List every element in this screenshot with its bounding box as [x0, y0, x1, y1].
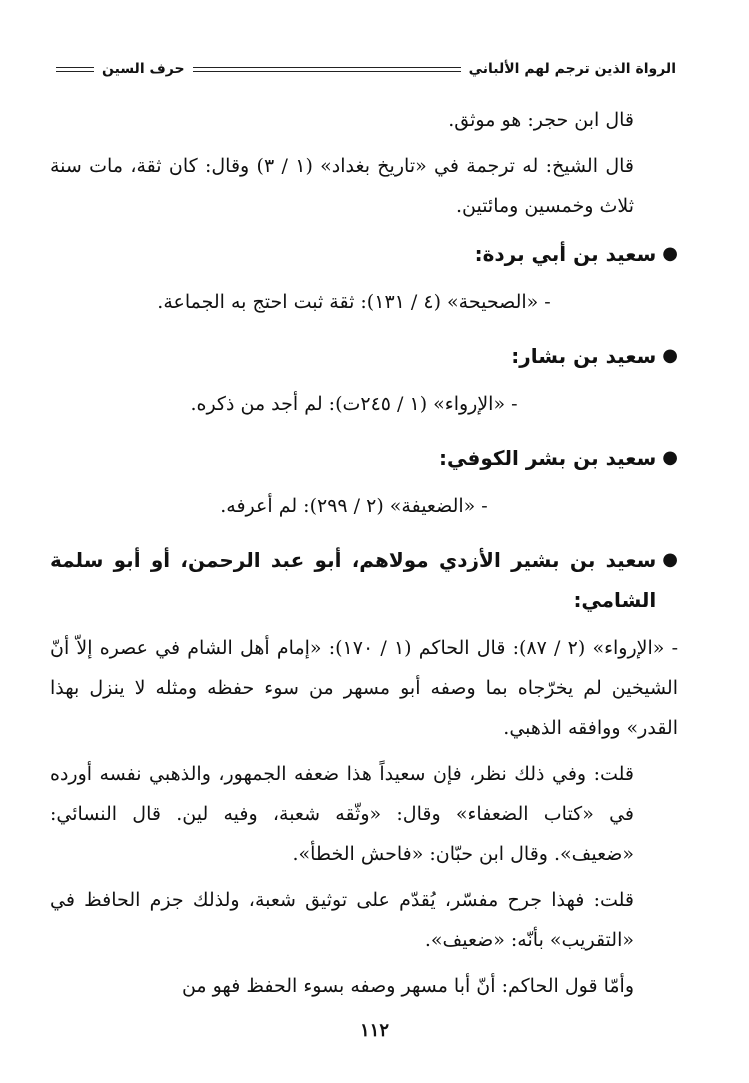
narrator-name: سعيد بن بشر الكوفي: — [439, 446, 657, 470]
entry-heading — [50, 234, 678, 274]
entry-citation: - «الضعيفة» (٢ / ٢٩٩): لم أعرفه. — [220, 495, 488, 517]
bullet-icon: ● — [662, 345, 678, 366]
narrator-name: سعيد بن بشار: — [511, 344, 657, 368]
header-book-title: الرواة الذين ترجم لهم الألباني — [468, 61, 676, 77]
paragraph: وأمّا قول الحاكم: أنّ أبا مسهر وصفه بسوء الحفظ فهو من — [181, 975, 634, 997]
narrator-name: سعيد بن أبي بردة: — [474, 242, 657, 266]
bullet-icon: ● — [662, 549, 678, 570]
header-rule — [193, 67, 461, 72]
entry-citation: - «الإرواء» (٢ / ٨٧): قال الحاكم (١ / ١٧٠): «إمام أهل الشام في عصره إلاّ أنّ الشيخين لم يخرّجاه بما وصفه أبو مسهر من سوء حفظه ومثله لا ينزل بهذا القدر» ووافقه الذهبي. — [50, 637, 678, 739]
entry-citation: - «الصحيحة» (٤ / ١٣١): ثقة ثبت احتج به الجماعة. — [157, 291, 551, 313]
paragraph: قال الشيخ: له ترجمة في «تاريخ بغداد» (١ / ٣) وقال: كان ثقة، مات سنة ثلاث وخمسين ومائتين. — [50, 155, 634, 217]
bullet-icon: ● — [662, 243, 678, 264]
bullet-icon: ● — [662, 447, 678, 468]
header-chapter: حرف السين — [102, 61, 185, 77]
page-body — [50, 100, 678, 1012]
entry-heading — [50, 438, 678, 478]
paragraph: قلت: فهذا جرح مفسّر، يُقدّم على توثيق شعبة، ولذلك جزم الحافظ في «التقريب» بأنّه: «ضعيف». — [50, 889, 634, 951]
running-header — [56, 54, 676, 84]
entry-heading — [50, 336, 678, 376]
paragraph: قلت: وفي ذلك نظر، فإن سعيداً هذا ضعفه الجمهور، والذهبي نفسه أورده في «كتاب الضعفاء» وقال: «وثّقه شعبة، وفيه لين. قال النسائي: «ضعيف». وقال ابن حبّان: «فاحش الخطأ». — [50, 763, 634, 865]
narrator-name: سعيد بن بشير الأزدي مولاهم، أبو عبد الرحمن، أو أبو سلمة الشامي: — [50, 548, 657, 612]
page-number: ١١٢ — [359, 1020, 389, 1041]
entry-heading — [50, 540, 678, 620]
header-rule-short — [56, 67, 94, 72]
paragraph: قال ابن حجر: هو موثق. — [448, 109, 634, 131]
entry-citation: - «الإرواء» (١ / ٢٤٥ت): لم أجد من ذكره. — [190, 393, 518, 415]
